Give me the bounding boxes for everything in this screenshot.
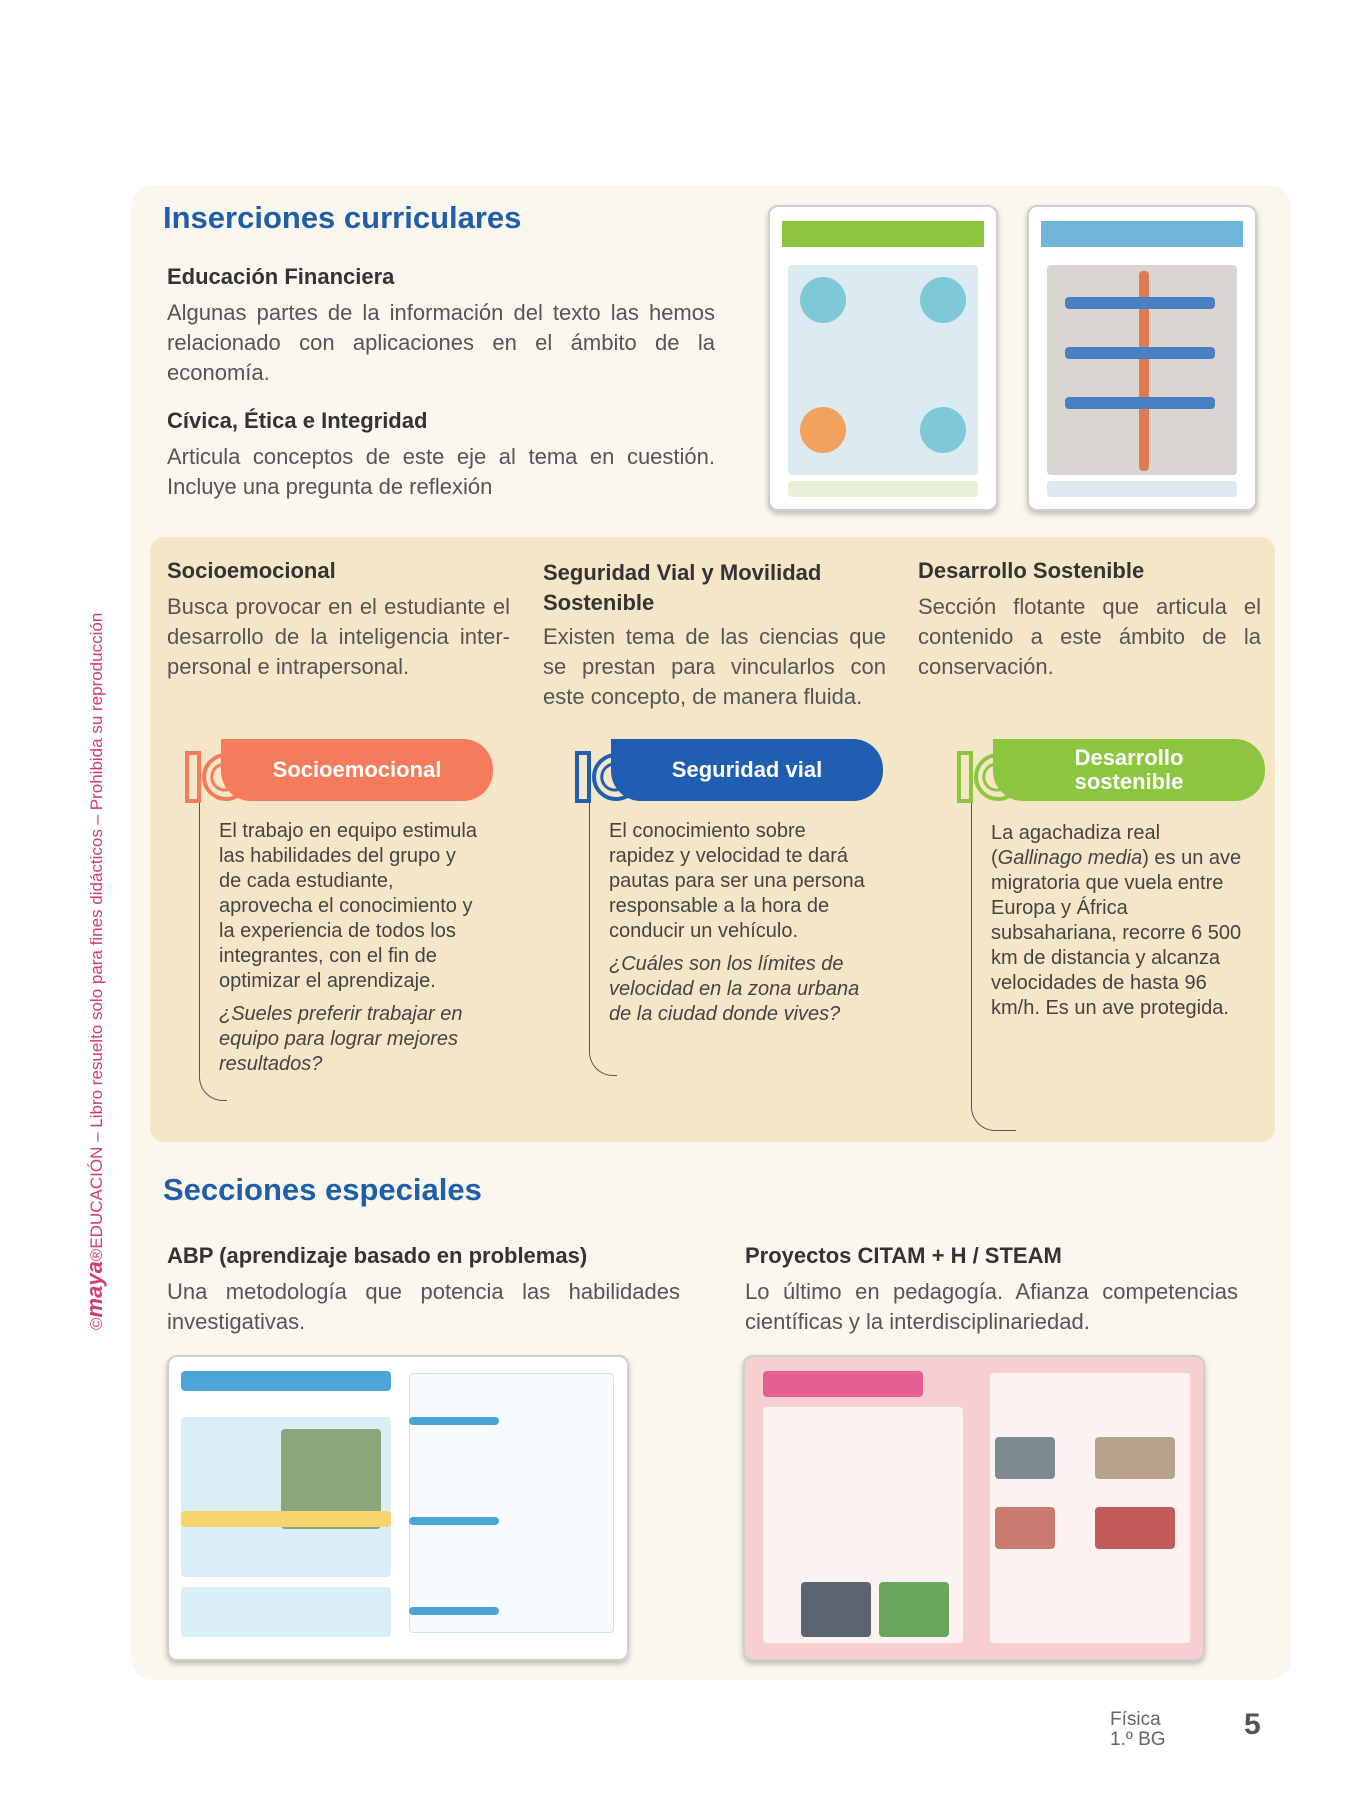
seguridad-vial-callout [573,739,863,1094]
thumbnail-photo [879,1582,949,1637]
footer-subject [1110,1710,1166,1750]
thumbnail-photo [995,1507,1055,1549]
citam-title: Proyectos CITAM + H / STEAM [745,1243,1062,1268]
ic-logo-icon [183,747,249,807]
educacion-financiera-thumbnail [768,205,998,511]
thumbnail-label-bar [409,1517,499,1525]
registered-symbol: ® [87,1248,106,1262]
thumbnail-circle [800,277,846,323]
thumbnail-timeline-bar [1065,397,1215,409]
callout-question: ¿Cuáles son los límites de velocidad en la zona urbana de la ciudad donde vives? [609,953,860,1025]
side-note-text: EDUCACIÓN – Libro resuelto solo para fines didácticos – Prohibida su reproducción [87,612,106,1249]
socioemocional-title: Socioemocional [167,558,336,583]
thumbnail-highlight [181,1511,391,1527]
callout-body [991,821,1253,1021]
thumbnail-footer-box [1047,481,1237,497]
desarrollo-sostenible-callout [955,739,1245,1069]
thumbnail-answer-area [409,1373,614,1633]
socioemocional-callout [183,739,477,1119]
thumbnail-photo [1095,1507,1175,1549]
citam-text: Lo último en pedagogía. Afianza competencias científicas y la interdisciplinariedad. [745,1279,1238,1334]
callout-text: El trabajo en equipo estimula las habilidades del grupo y de cada estudiante, aprovecha el conocimiento y la experiencia de todos los integrantes, con el fin de optimizar el aprendizaje. [219,820,477,992]
educacion-financiera-title: Educación Financiera [167,264,395,289]
thumbnail-photo [801,1582,871,1637]
copyright-symbol: © [87,1317,106,1330]
citam-thumbnail [743,1355,1205,1661]
thumbnail-footer-box [788,481,978,497]
civica-title: Cívica, Ética e Integridad [167,408,428,433]
callout-label-text: Socioemocional [272,757,442,782]
abp-title: ABP (aprendizaje basado en problemas) [167,1243,588,1268]
inserciones-title: Inserciones curriculares [163,200,522,235]
page-number: 5 [1244,1708,1261,1741]
callout-question: ¿Sueles preferir trabajar en equipo para lograr mejores resultados? [219,1003,463,1075]
callout-body [609,819,871,1027]
thumbnail-header-bar [181,1371,391,1391]
thumbnail-timeline-bar [1065,347,1215,359]
thumbnail-header-bar [782,221,984,247]
educacion-financiera-text: Algunas partes de la información del texto las hemos relacionado con aplicaciones en el ámbito de la economía. [167,300,715,385]
thumbnail-photo [1095,1437,1175,1479]
callout-species-name: Gallinago media [997,847,1143,869]
especiales-title: Secciones especiales [163,1172,482,1207]
thumbnail-content-box [181,1587,391,1637]
side-copyright-note [82,450,108,1330]
thumbnail-label-bar [409,1607,499,1615]
course-level: 1.º BG [1110,1729,1166,1750]
abp-text: Una metodología que potencia las habilidades investigativas. [167,1279,680,1334]
callout-body [219,819,481,1077]
subject-name: Física [1110,1709,1161,1730]
callout-label-text: Desarrollo sostenible [1074,745,1184,794]
brand-name: maya [82,1261,107,1318]
seguridad-vial-label [611,739,883,801]
thumbnail-timeline-bar [1065,297,1215,309]
thumbnail-photo [995,1437,1055,1479]
callout-text: ) es un ave migratoria que vuela entre Europa y África subsahariana, recorre 6 500 km de distancia y alcanza velocidades de hasta 96 km/h. Es un ave protegida. [991,847,1242,1019]
seguridad-vial-text: Existen tema de las ciencias que se prestan para vincularlos con este concepto, de manera fluida. [543,624,886,709]
civica-text: Articula conceptos de este eje al tema en cuestión. Incluye una pregunta de reflexión [167,444,715,499]
desarrollo-sostenible-text: Sección flotante que articula el contenido a este ámbito de la conservación. [918,594,1261,679]
abp-thumbnail [167,1355,629,1661]
socioemocional-label [221,739,493,801]
seguridad-vial-title: Seguridad Vial y Movilidad Sostenible [543,560,822,615]
thumbnail-circle [920,277,966,323]
callout-label-text: Seguridad vial [671,757,823,782]
thumbnail-circle [800,407,846,453]
callout-text: El conocimiento sobre rapidez y velocidad te dará pautas para ser una persona responsable a la hora de conducir un vehículo. [609,820,865,942]
socioemocional-text: Busca provocar en el estudiante el desarrollo de la inteligencia inter-personal e intrapersonal. [167,594,510,679]
thumbnail-circle [920,407,966,453]
desarrollo-sostenible-label [993,739,1265,801]
callout-text: La agachadiza real ( [991,822,1161,869]
thumbnail-header-bar [763,1371,923,1397]
thumbnail-header-bar [1041,221,1243,247]
thumbnail-label-bar [409,1417,499,1425]
civica-thumbnail [1027,205,1257,511]
ic-logo-icon [573,747,639,807]
desarrollo-sostenible-title: Desarrollo Sostenible [918,558,1145,583]
ic-logo-icon [955,747,1021,807]
